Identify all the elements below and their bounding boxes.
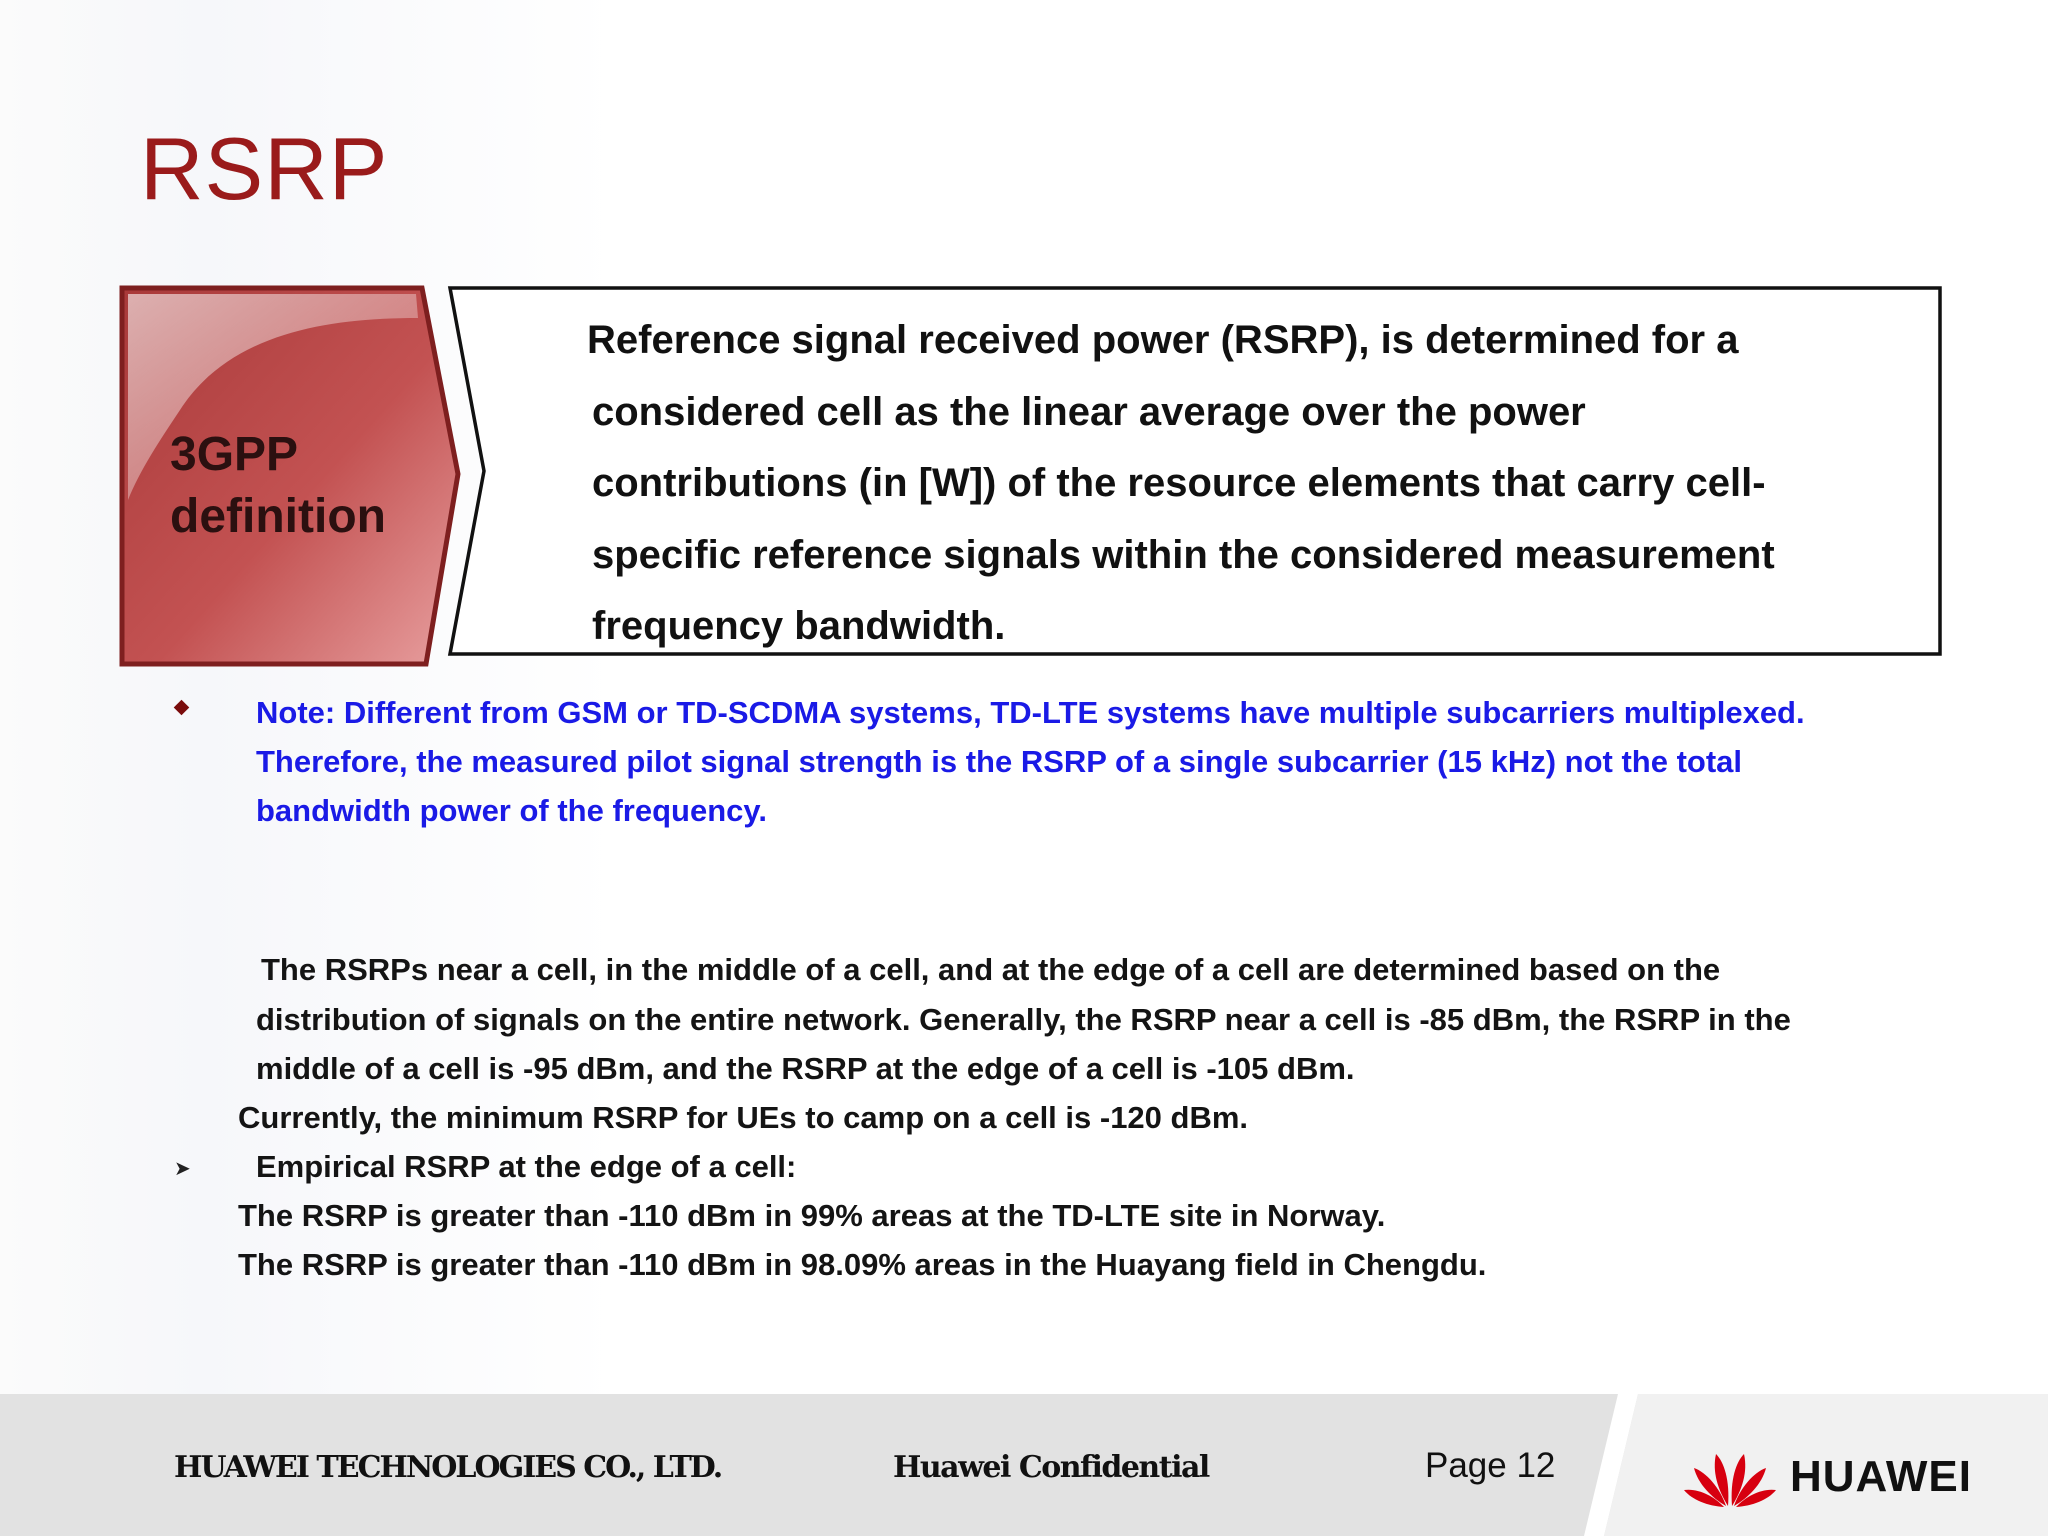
- rsrp-paragraph-line: distribution of signals on the entire network. Generally, the RSRP near a cell is -85 dBm, the RSRP in the: [256, 1002, 1791, 1037]
- note-line: bandwidth power of the frequency.: [256, 793, 767, 828]
- definition-line: contributions (in [W]) of the resource elements that carry cell-: [592, 461, 1766, 505]
- huawei-flower-icon: [1680, 1432, 1780, 1512]
- definition-line: Reference signal received power (RSRP), is determined for a: [587, 318, 1739, 362]
- empirical-heading: Empirical RSRP at the edge of a cell:: [256, 1149, 797, 1184]
- note-line: Therefore, the measured pilot signal strength is the RSRP of a single subcarrier (15 kHz) not the total: [256, 744, 1743, 779]
- logo-text: HUAWEI: [1790, 1452, 1972, 1501]
- definition-label: [170, 424, 440, 548]
- definition-label-line2: definition: [170, 490, 386, 543]
- page-number: Page 12: [1425, 1446, 1556, 1485]
- chengdu-line: The RSRP is greater than -110 dBm in 98.09% areas in the Huayang field in Chengdu.: [238, 1247, 1487, 1282]
- rsrp-paragraph-line: The RSRPs near a cell, in the middle of a cell, and at the edge of a cell are determined based on the: [261, 952, 1721, 987]
- definition-line: considered cell as the linear average over the power: [592, 389, 1586, 434]
- definition-line: specific reference signals within the considered measurement: [592, 532, 1775, 577]
- definition-text: [587, 305, 1952, 663]
- norway-line: The RSRP is greater than -110 dBm in 99% areas at the TD-LTE site in Norway.: [238, 1198, 1386, 1233]
- huawei-logo: [1680, 1432, 1980, 1512]
- note-line: Note: Different from GSM or TD-SCDMA systems, TD-LTE systems have multiple subcarriers multiplexed.: [256, 695, 1805, 730]
- definition-block: [0, 0, 2048, 700]
- camp-line: Currently, the minimum RSRP for UEs to camp on a cell is -120 dBm.: [238, 1100, 1249, 1135]
- page-title: RSRP: [140, 119, 389, 218]
- definition-line: frequency bandwidth.: [592, 604, 1006, 648]
- note-paragraph: [256, 688, 2006, 835]
- rsrp-paragraph-line: middle of a cell is -95 dBm, and the RSRP at the edge of a cell is -105 dBm.: [256, 1051, 1355, 1086]
- confidential-label: Huawei Confidential: [893, 1450, 1209, 1485]
- company-name: HUAWEI TECHNOLOGIES CO., LTD.: [174, 1450, 722, 1485]
- arrow-bullet-icon: ➤: [174, 1158, 191, 1180]
- definition-label-line1: 3GPP: [170, 428, 299, 481]
- footer-bar: [0, 1394, 2048, 1536]
